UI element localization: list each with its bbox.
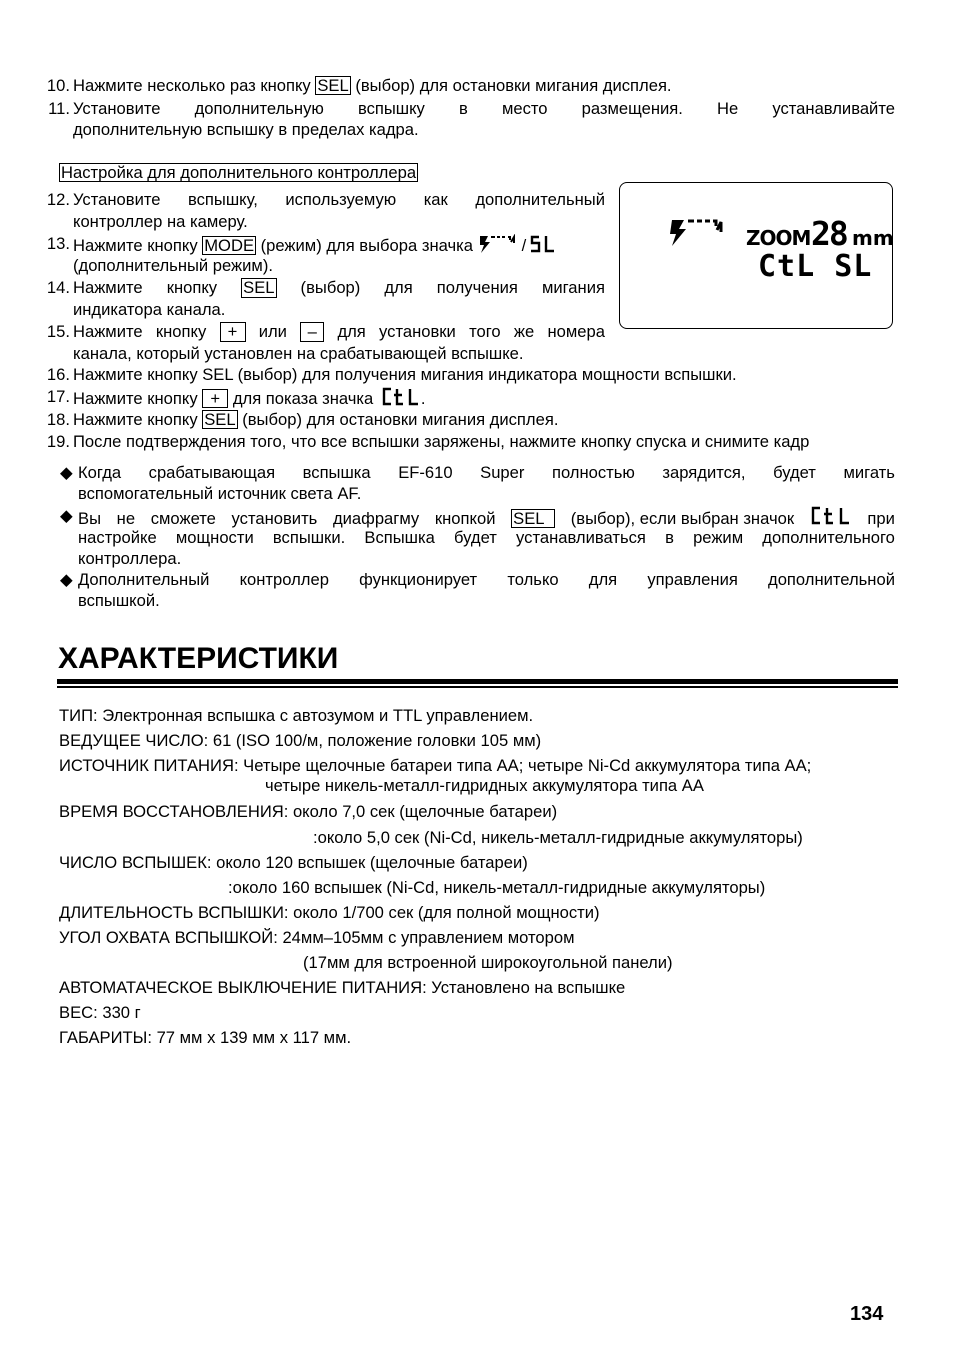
spec-recycle-time: ВРЕМЯ ВОССТАНОВЛЕНИЯ: около 7,0 сек (щелочные батареи) bbox=[59, 802, 558, 821]
lcd-zoom-unit: mm bbox=[852, 226, 894, 250]
step-number: 15. bbox=[46, 322, 70, 341]
page-title: ХАРАКТЕРИСТИКИ bbox=[58, 642, 339, 675]
step-13-line-2: (дополнительный режим). bbox=[73, 256, 273, 275]
plus-button-glyph: + bbox=[202, 389, 228, 408]
bullet-diamond: ◆ bbox=[60, 506, 73, 525]
step-number: 19. bbox=[46, 432, 70, 451]
step-14-line-2: индикатора канала. bbox=[73, 300, 226, 319]
page-number: 134 bbox=[850, 1303, 884, 1325]
note-2-line-2: настройке мощности вспышки. Вспышка будет устанавливаться в режим дополнительного bbox=[78, 528, 895, 547]
step-14-line-1: Нажмите кнопку SEL (выбор) для получения мигания bbox=[73, 278, 605, 297]
step-16-text: Нажмите кнопку SEL (выбор) для получения мигания индикатора мощности вспышки. bbox=[73, 365, 737, 384]
step-18-text: Нажмите кнопку SEL (выбор) для остановки мигания дисплея. bbox=[73, 410, 559, 429]
step-number: 16. bbox=[46, 365, 70, 384]
step-number: 14. bbox=[46, 278, 70, 297]
step-15-line-2: канала, который установлен на срабатывающей вспышке. bbox=[73, 344, 524, 363]
section-heading: Настройка для дополнительного контроллера bbox=[61, 163, 417, 182]
note-2-line-1: Вы не сможете установить диафрагму кнопкой SEL (выбор), если выбран значок при bbox=[78, 506, 895, 531]
lcd-zoom-label: ZOOM bbox=[746, 226, 811, 250]
title-divider bbox=[57, 679, 898, 684]
step-13-line-1: Нажмите кнопку MODE (режим) для выбора значка / bbox=[73, 234, 556, 259]
spec-power-source-cont: четыре никель-металл-гидридных аккумулятора типа AA bbox=[265, 776, 704, 795]
step-number: 17. bbox=[46, 387, 70, 406]
step-number: 10. bbox=[46, 76, 70, 95]
step-12-line-1: Установите вспышку, используемую как дополнительный bbox=[73, 190, 605, 209]
spec-flash-count-cont: :около 160 вспышек (Ni-Cd, никель-металл-гидридные аккумуляторы) bbox=[228, 878, 766, 897]
step-11-line-1: Установите дополнительную вспышку в место размещения. Не устанавливайте bbox=[73, 99, 895, 118]
minus-button-glyph: – bbox=[300, 322, 324, 342]
note-1-line-2: вспомогательный источник света AF. bbox=[78, 484, 362, 503]
step-17-text: Нажмите кнопку + для показа значка . bbox=[73, 387, 426, 412]
lcd-mode-text: CtL SL bbox=[758, 249, 873, 284]
step-number: 11. bbox=[48, 99, 70, 118]
lcd-display-illustration bbox=[619, 182, 893, 329]
spec-auto-power-off: АВТОМАТАЧЕСКОЕ ВЫКЛЮЧЕНИЕ ПИТАНИЯ: Установлено на вспышке bbox=[59, 978, 626, 997]
step-10-text: Нажмите несколько раз кнопку SEL (выбор) для остановки мигания дисплея. bbox=[73, 76, 672, 95]
bullet-diamond: ◆ bbox=[60, 570, 73, 589]
step-number: 12. bbox=[46, 190, 70, 209]
mode-button-glyph: MODE bbox=[204, 236, 255, 255]
spec-weight: ВЕС: 330 г bbox=[59, 1003, 141, 1022]
spec-type: ТИП: Электронная вспышка с автозумом и TTL управлением. bbox=[59, 706, 534, 725]
spec-dimensions: ГАБАРИТЫ: 77 мм x 139 мм x 117 мм. bbox=[59, 1028, 352, 1047]
bullet-diamond: ◆ bbox=[60, 463, 73, 482]
sel-button-glyph: SEL bbox=[204, 410, 236, 429]
spec-coverage-cont: (17мм для встроенной широкоугольной панели) bbox=[303, 953, 673, 972]
sel-button-glyph: SEL bbox=[511, 509, 555, 528]
wireless-flash-icon bbox=[478, 234, 516, 259]
note-1-line-1: Когда срабатывающая вспышка EF-610 Super полностью зарядится, будет мигать bbox=[78, 463, 895, 482]
note-3-line-1: Дополнительный контроллер функционирует только для управления дополнительной bbox=[78, 570, 895, 589]
note-2-line-3: контроллера. bbox=[78, 549, 182, 568]
spec-recycle-time-cont: :около 5,0 сек (Ni-Cd, никель-металл-гидридные аккумуляторы) bbox=[313, 828, 803, 847]
sel-button-glyph: SEL bbox=[243, 278, 275, 297]
spec-guide-number: ВЕДУЩЕЕ ЧИСЛО: 61 (ISO 100/м, положение головки 105 мм) bbox=[59, 731, 542, 750]
step-19-text: После подтверждения того, что все вспышки заряжены, нажмите кнопку спуска и снимите кадр bbox=[73, 432, 810, 451]
spec-flash-duration: ДЛИТЕЛЬНОСТЬ ВСПЫШКИ: около 1/700 сек (для полной мощности) bbox=[59, 903, 600, 922]
step-11-line-2: дополнительную вспышку в пределах кадра. bbox=[73, 120, 419, 139]
slave-mode-icon bbox=[530, 234, 556, 259]
note-3-line-2: вспышкой. bbox=[78, 591, 160, 610]
step-number: 13. bbox=[46, 234, 70, 253]
lcd-zoom-value: 28 bbox=[811, 214, 847, 253]
spec-flash-count: ЧИСЛО ВСПЫШЕК: около 120 вспышек (щелочные батареи) bbox=[59, 853, 528, 872]
step-15-line-1: Нажмите кнопку + или – для установки того же номера bbox=[73, 322, 605, 341]
sel-button-glyph: SEL bbox=[317, 76, 349, 95]
plus-button-glyph: + bbox=[220, 322, 246, 342]
spec-power-source: ИСТОЧНИК ПИТАНИЯ: Четыре щелочные батареи типа AA; четыре Ni-Cd аккумулятора типа AA; bbox=[59, 756, 812, 775]
wireless-flash-icon bbox=[670, 220, 721, 246]
controller-mode-icon bbox=[381, 387, 421, 412]
step-number: 18. bbox=[46, 410, 70, 429]
step-12-line-2: контроллер на камеру. bbox=[73, 212, 248, 231]
title-divider bbox=[57, 686, 898, 688]
spec-coverage: УГОЛ ОХВАТА ВСПЫШКОЙ: 24мм–105мм с управлением мотором bbox=[59, 928, 575, 947]
